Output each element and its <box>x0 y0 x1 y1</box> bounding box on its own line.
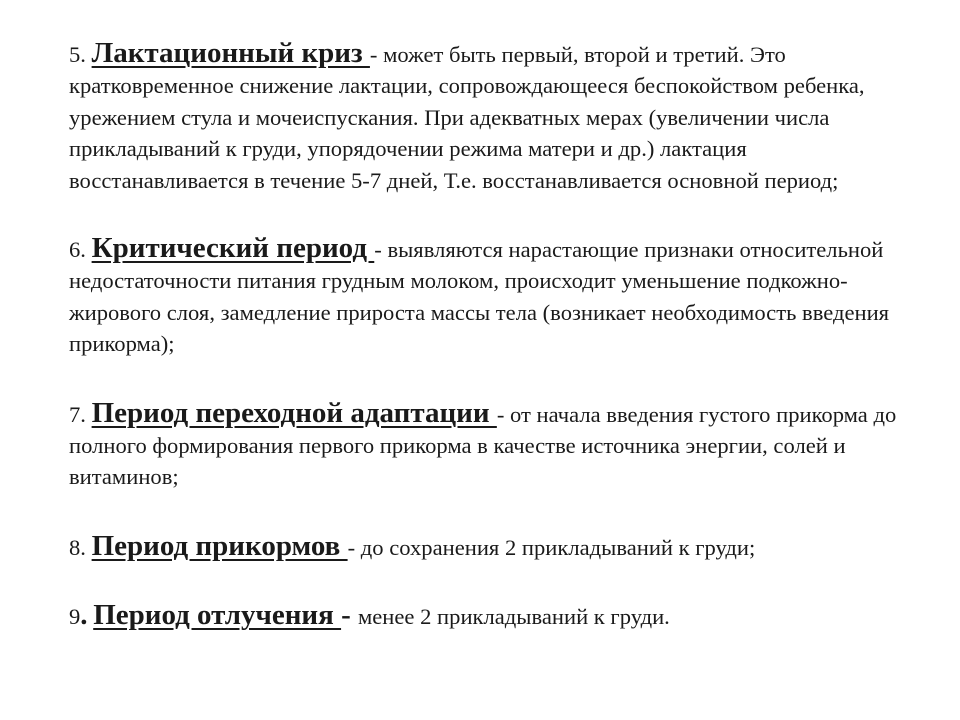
slide-content <box>69 38 929 633</box>
item-separator: - <box>369 42 384 67</box>
item-number: 8 <box>69 534 81 560</box>
list-item-9 <box>69 600 929 632</box>
item-separator: - <box>496 401 511 427</box>
list-item-5 <box>69 38 929 196</box>
item-number-dot: . <box>80 534 86 560</box>
item-term: Критический период <box>91 232 375 265</box>
item-number-dot: . <box>80 401 86 427</box>
list-item-7 <box>69 398 929 493</box>
item-number-dot: . <box>80 599 88 632</box>
item-term: Период переходной адаптации <box>91 396 497 429</box>
item-number: 9 <box>69 604 81 630</box>
item-term: Период прикормов <box>91 529 348 562</box>
item-number: 6 <box>69 237 81 263</box>
item-separator: - <box>374 237 388 263</box>
list-item-8 <box>69 531 929 563</box>
item-body: может быть первый, второй и третий. Это кратковременное снижение лактации, сопровождающееся беспокойством ребенка, урежением стула и мочеиспускания. При адекватных мерах (увеличении числа прикладываний к груди, упорядочении режима матери и др.) лактация восстанавливается в течение 5-7 дней, Т.е. восстанавливается основной период; <box>69 42 865 193</box>
item-number-dot: . <box>80 42 86 67</box>
item-number-dot: . <box>80 237 86 263</box>
list-item-6 <box>69 233 929 360</box>
item-body: выявляются нарастающие признаки относительной недостаточности питания грудным молоком, происходит уменьшение подкожно-жирового слоя, замедление прироста массы тела (возникает необходимость введения прикорма); <box>69 237 890 357</box>
item-number: 7 <box>69 401 81 427</box>
item-separator: - <box>347 534 361 560</box>
item-body: до сохранения 2 прикладываний к груди; <box>360 534 756 560</box>
item-separator: - <box>341 599 358 632</box>
item-body: менее 2 прикладываний к груди. <box>357 604 670 630</box>
item-number: 5 <box>69 42 81 67</box>
item-term: Период отлучения <box>93 599 342 632</box>
item-term: Лактационный криз <box>91 37 370 69</box>
item-body: от начала введения густого прикорма до полного формирования первого прикорма в качестве источника энергии, солей и витаминов; <box>69 401 897 490</box>
